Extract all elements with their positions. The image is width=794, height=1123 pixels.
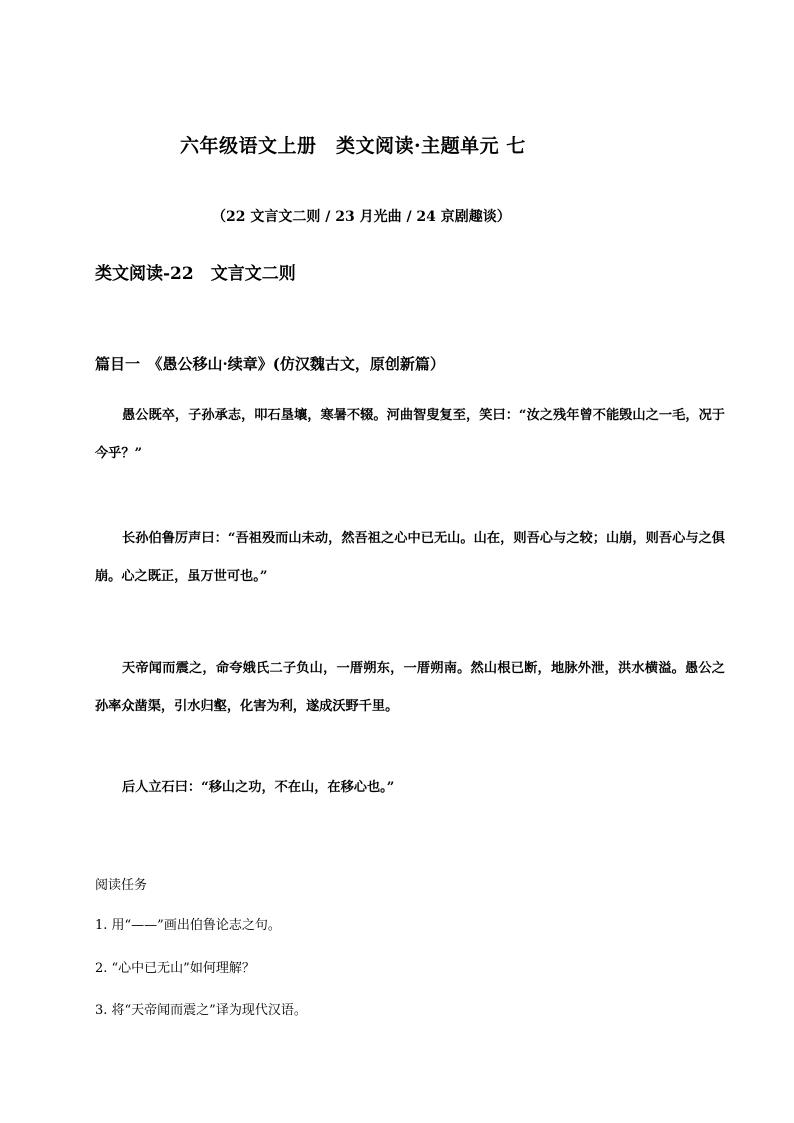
passage-paragraph-1: 愚公既卒，子孙承志，叩石垦壤，寒暑不辍。河曲智叟复至，笑曰：“汝之残年曾不能毁山之一毛，况于今乎？” [95,408,725,461]
document-subtitle: （22 文言文二则 / 23 月光曲 / 24 京剧趣谈） [212,209,511,225]
section-heading: 类文阅读-22 文言文二则 [95,264,296,284]
reading-task-3: 3. 将“天帝闻而震之”译为现代汉语。 [95,1003,307,1018]
passage-paragraph-4: 后人立石曰：“移山之功，不在山，在移心也。” [122,780,395,795]
reading-task-2: 2. “心中已无山”如何理解？ [95,961,255,976]
reading-tasks-heading: 阅读任务 [95,878,148,893]
passage-heading: 篇目一 《愚公移山·续章》(仿汉魏古文，原创新篇） [95,355,445,373]
reading-task-1: 1. 用“——”画出伯鲁论志之句。 [95,918,281,933]
passage-paragraph-2: 长孙伯鲁厉声曰：“吾祖殁而山未动，然吾祖之心中已无山。山在，则吾心与之较；山崩，则吾心与之俱崩。心之既正，虽万世可也。” [95,531,725,584]
passage-paragraph-3: 天帝闻而震之，命夸娥氏二子负山，一厝朔东，一厝朔南。然山根已断，地脉外泄，洪水横溢。愚公之孙率众凿渠，引水归壑，化害为利，遂成沃野千里。 [95,661,725,714]
document-title: 六年级语文上册 类文阅读·主题单元 七 [180,135,526,157]
